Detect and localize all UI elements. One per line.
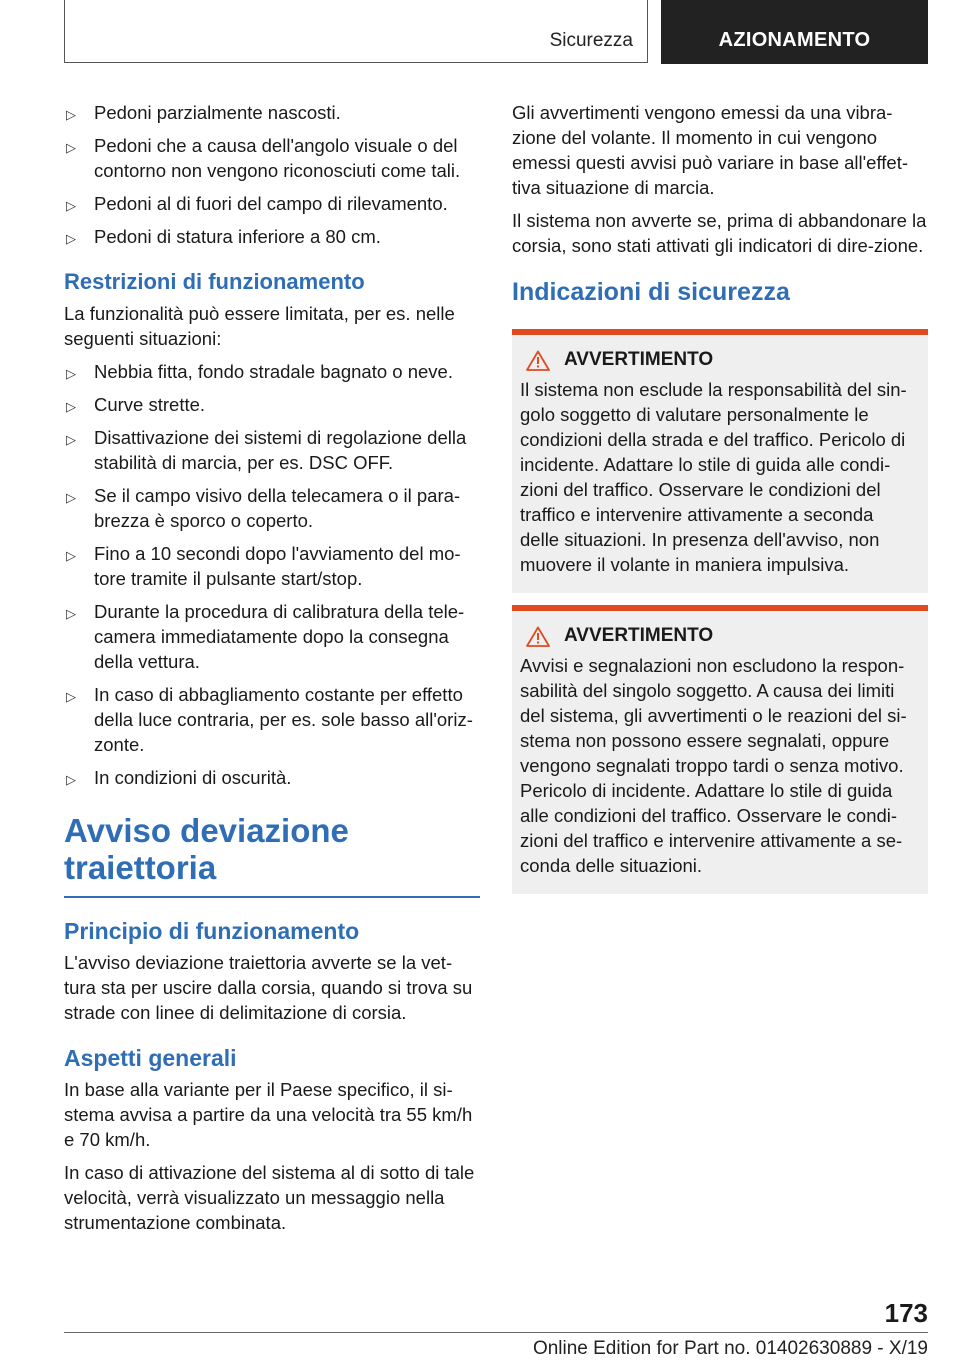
list-item: ▷ In condizioni di oscurità. [64, 765, 480, 790]
triangle-right-icon: ▷ [66, 689, 76, 704]
general-text-1: In base alla variante per il Paese specifico, il si-stema avvisa a partire da una velocità tra 55 km/h e 70 km/h. [64, 1079, 473, 1150]
warning-title: AVVERTIMENTO [564, 625, 714, 646]
right-text-1: Gli avvertimenti vengono emessi da una vibra-zione del volante. Il momento in cui vengono emessi questi avvisi può variare in base all'effet-tiva situazione di marcia. [512, 102, 908, 198]
right-text-2: Il sistema non avverte se, prima di abbandonare la corsia, sono stati attivati gli indicatori di dire-zione. [512, 210, 927, 256]
list-item: ▷ Durante la procedura di calibratura della tele-camera immediatamente dopo la consegna della vettura. [66, 601, 465, 672]
warning-text: Avvisi e segnalazioni non escludono la respon-sabilità del singolo soggetto. A causa dei limiti del sistema, gli avvertimenti o le reazioni del si-stema non possono essere segnalati, oppure vengono segnalati troppo tardi o senza motivo. Pericolo di incidente. Adattare lo stile di guida alle condizioni del traffico. Osservare le condi-zioni del traffico e intervenire attivamente a se-conda delle situazioni. [520, 655, 907, 876]
chapter-title: AZIONAMENTO [718, 29, 871, 51]
warning-box-1 [512, 329, 928, 593]
list-item: ▷ Nebbia fitta, fondo stradale bagnato o neve. [64, 359, 480, 384]
list-item: ▷ In caso di abbagliamento costante per effetto della luce contraria, per es. sole basso all'oriz-zonte. [66, 684, 473, 755]
triangle-right-icon: ▷ [66, 548, 76, 563]
page-number: 173 [884, 1298, 928, 1328]
edition-note: Online Edition for Part no. 01402630889 - X/19 [532, 1338, 928, 1359]
triangle-right-icon: ▷ [66, 198, 76, 213]
warning-text: Il sistema non esclude la responsabilità del sin-golo soggetto di valutare personalmente le condizioni della strada e del traffico. Pericolo di incidente. Adattare lo stile di guida alle condi-zioni del traffico. Osservare le condizioni del traffico e intervenire attivamente a seconda delle situazioni. In presenza dell'avviso, non muovere il volante in maniera impulsiva. [520, 379, 907, 575]
page-header [64, 0, 928, 64]
triangle-right-icon: ▷ [66, 140, 76, 155]
list-item: ▷ Curve strette. [64, 392, 480, 417]
list-item: ▷ Disattivazione dei sistemi di regolazione della stabilità di marcia, per es. DSC OFF. [66, 427, 467, 473]
triangle-right-icon: ▷ [66, 366, 76, 381]
triangle-right-icon: ▷ [66, 107, 76, 122]
safety-heading: Indicazioni di sicurezza [512, 278, 790, 306]
right-column [512, 100, 928, 906]
list-item: ▷ Pedoni parzialmente nascosti. [64, 100, 480, 125]
warning-header [526, 349, 916, 371]
triangle-right-icon: ▷ [66, 606, 76, 621]
list-item: ▷ Se il campo visivo della telecamera o il para-brezza è sporco o coperto. [66, 485, 461, 531]
warning-triangle-icon [526, 350, 550, 371]
restrictions-intro: La funzionalità può essere limitata, per es. nelle seguenti situazioni: [64, 303, 455, 349]
restrictions-heading: Restrizioni di funzionamento [64, 269, 365, 294]
triangle-right-icon: ▷ [66, 231, 76, 246]
warning-title: AVVERTIMENTO [564, 349, 714, 370]
general-heading: Aspetti generali [64, 1045, 237, 1071]
heading-divider [64, 896, 480, 898]
footer-divider [64, 1332, 928, 1333]
triangle-right-icon: ▷ [66, 772, 76, 787]
restrictions-list [64, 359, 480, 790]
principle-text: L'avviso deviazione traiettoria avverte se la vet-tura sta per uscire dalla corsia, quando si trova su strade con linee di delimitazione di corsia. [64, 952, 473, 1023]
section-tab [64, 0, 648, 63]
warning-box-2 [512, 605, 928, 894]
warning-header [526, 625, 916, 647]
list-item: ▷ Pedoni di statura inferiore a 80 cm. [64, 224, 480, 249]
warning-triangle-icon [526, 626, 550, 647]
chapter-tab [661, 0, 928, 64]
bullet-list-top [64, 100, 480, 249]
list-item: ▷ Pedoni al di fuori del campo di rilevamento. [64, 191, 480, 216]
left-column [64, 100, 480, 1243]
section-title: Sicurezza [549, 30, 633, 51]
triangle-right-icon: ▷ [66, 399, 76, 414]
triangle-right-icon: ▷ [66, 432, 76, 447]
triangle-right-icon: ▷ [66, 490, 76, 505]
list-item: ▷ Fino a 10 secondi dopo l'avviamento del mo-tore tramite il pulsante start/stop. [66, 543, 461, 589]
general-text-2: In caso di attivazione del sistema al di sotto di tale velocità, verrà visualizzato un messaggio nella strumentazione combinata. [64, 1162, 475, 1233]
principle-heading: Principio di funzionamento [64, 918, 360, 944]
main-heading: Avviso deviazione traiettoria [64, 812, 349, 886]
list-item: ▷ Pedoni che a causa dell'angolo visuale o del contorno non vengono riconosciuti come tali. [66, 135, 461, 181]
